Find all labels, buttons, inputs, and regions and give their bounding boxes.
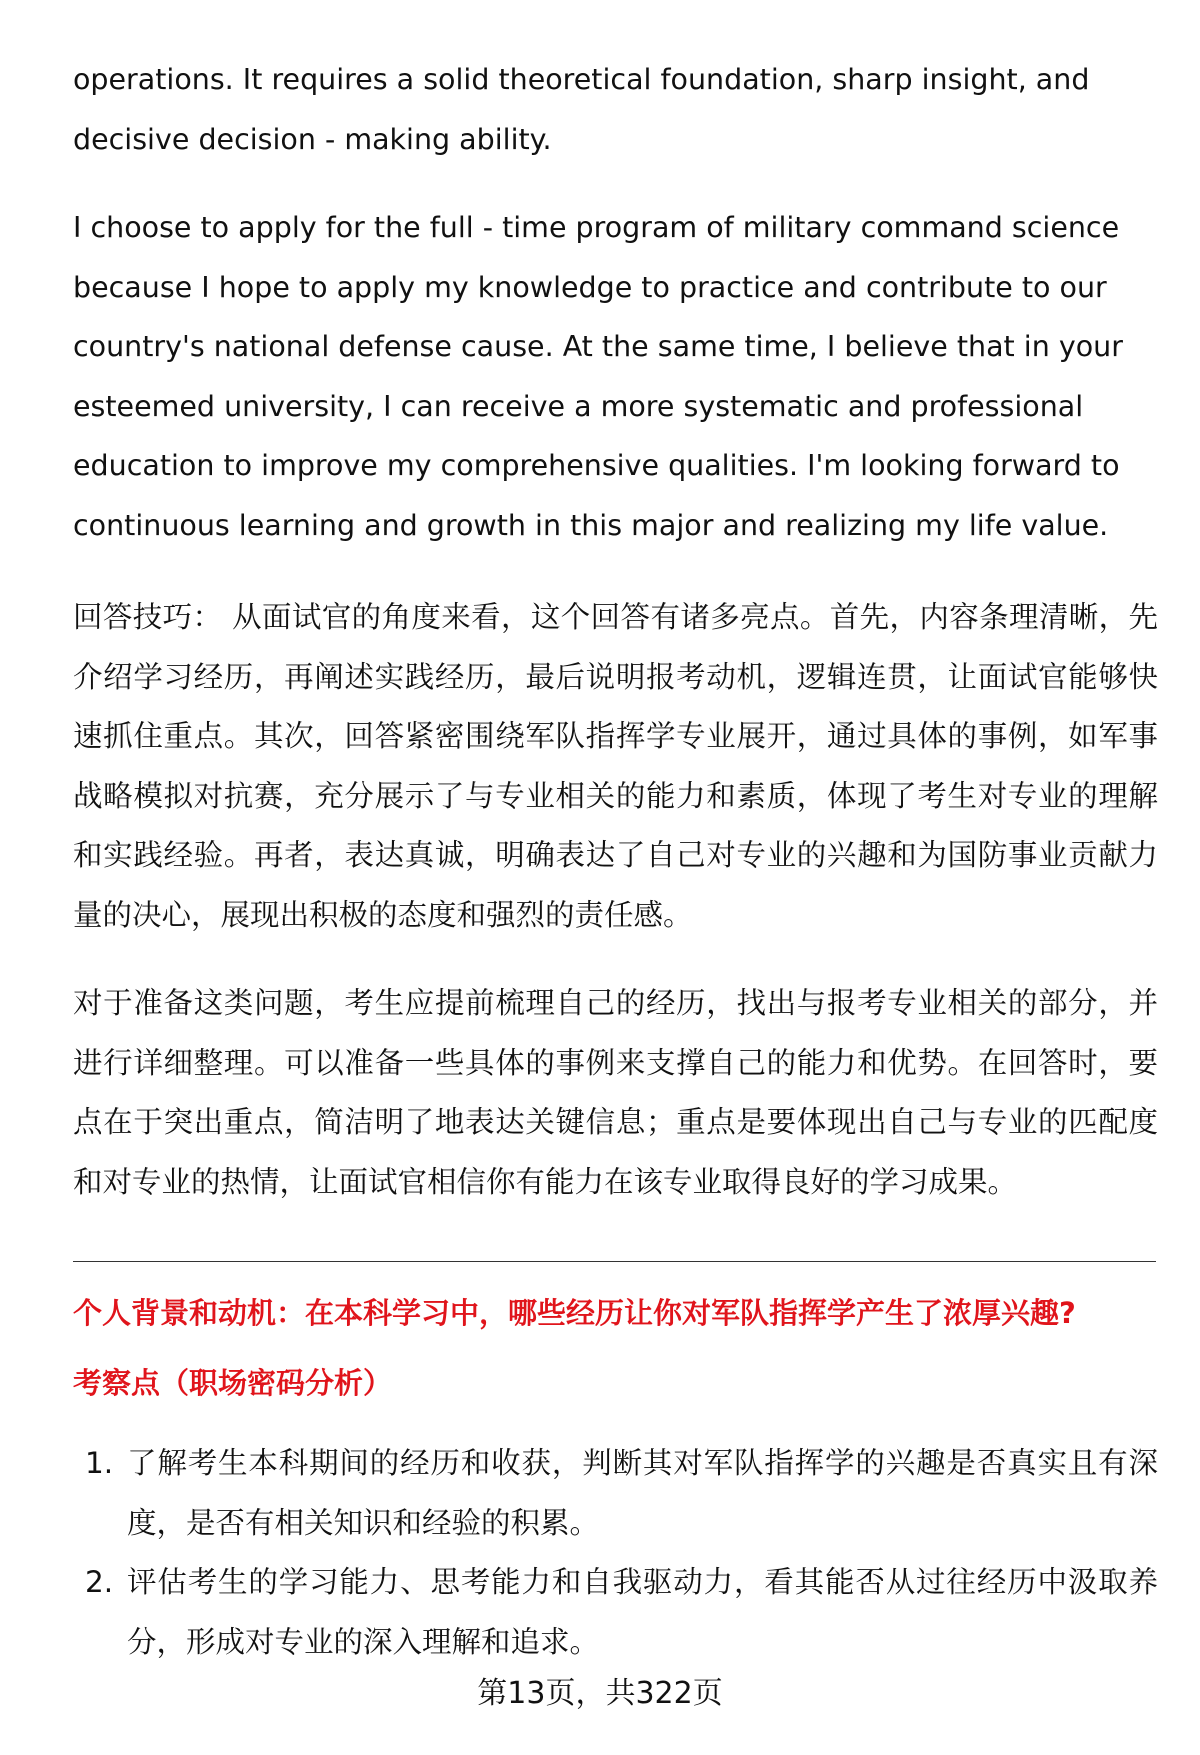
list-item [73,1553,1158,1672]
section-divider [73,1261,1156,1262]
page-footer: 第13页，共322页 [477,1676,723,1711]
preparation-advice-paragraph: 对于准备这类问题，考生应提前梳理自己的经历，找出与报考专业相关的部分，并进行详细整理。可以准备一些具体的事例来支撑自己的能力和优势。在回答时，要点在于突出重点，简洁明了地表达关键信息；重点是要体现出自己与专业的匹配度和对专业的热情，让面试官相信你有能力在该专业取得良好的学习成果。 [73,986,1158,1199]
question-heading: 个人背景和动机：在本科学习中，哪些经历让你对军队指挥学产生了浓厚兴趣? [73,1296,1076,1330]
list-text: 评估考生的学习能力、思考能力和自我驱动力，看其能否从过往经历中汲取养分，形成对专业的深入理解和追求。 [127,1565,1158,1659]
section-heading: 考察点（职场密码分析） [73,1366,393,1400]
answer-paragraph-2: I choose to apply for the full - time program of military command science because I hope to apply my knowledge to practice and contribute to our country's national defense cause. At the same time, I believe that in your esteemed university, I can receive a more systematic and professional education to improve my comprehensive qualities. I'm looking forward to continuous learning and growth in this major and realizing my life value. [73,211,1123,542]
list-text: 了解考生本科期间的经历和收获，判断其对军队指挥学的兴趣是否真实且有深度，是否有相关知识和经验的积累。 [127,1446,1158,1540]
list-number: 2. [85,1565,114,1599]
list-item [73,1434,1158,1553]
assessment-points-list [73,1434,1158,1672]
answer-tips-paragraph: 回答技巧： 从面试官的角度来看，这个回答有诸多亮点。首先，内容条理清晰，先介绍学习经历，再阐述实践经历，最后说明报考动机，逻辑连贯，让面试官能够快速抓住重点。其次，回答紧密围绕军队指挥学专业展开，通过具体的事例，如军事战略模拟对抗赛，充分展示了与专业相关的能力和素质，体现了考生对专业的理解和实践经验。再者，表达真诚，明确表达了自己对专业的兴趣和为国防事业贡献力量的决心，展现出积极的态度和强烈的责任感。 [73,600,1158,932]
list-number: 1. [85,1446,114,1480]
answer-paragraph-1: operations. It requires a solid theoretical foundation, sharp insight, and decisive decision - making ability. [73,63,1090,156]
